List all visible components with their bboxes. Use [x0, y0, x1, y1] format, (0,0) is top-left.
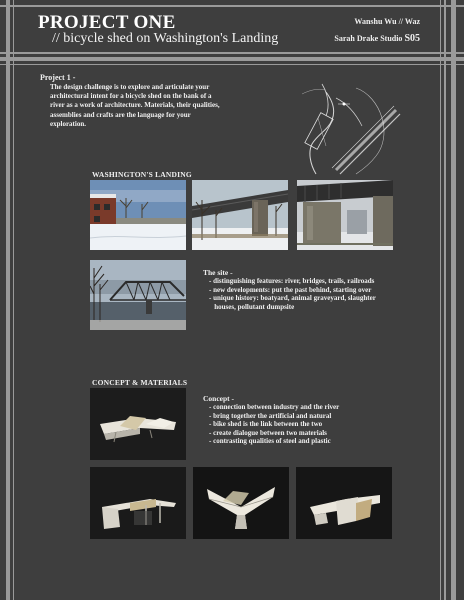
model-photo-low: [296, 467, 392, 539]
model-photo-overview: [90, 388, 186, 460]
site-photo-bridge-underside: [192, 180, 288, 250]
concept-bullet: - bike shed is the link between the two: [209, 420, 323, 429]
site-photo-building: [90, 180, 186, 250]
frame-line-left-1: [6, 0, 10, 600]
frame-line-top-4: [0, 64, 464, 65]
site-bullet: - new developments: put the past behind, starting over: [209, 285, 372, 294]
concept-materials-heading: CONCEPT & MATERIALS: [92, 378, 188, 387]
studio-label: Sarah Drake Studio: [334, 34, 403, 43]
site-photo-bridge-pier: [297, 180, 393, 250]
washington-landing-heading: WASHINGTON'S LANDING: [92, 170, 192, 179]
concept-bullet: - bring together the artificial and natural: [209, 411, 332, 420]
concept-bullet-list: [209, 403, 339, 446]
concept-bullet: - connection between industry and the river: [209, 403, 340, 411]
site-bullet: houses, pollutant dumpsite: [209, 302, 295, 311]
frame-line-left-2: [13, 0, 14, 600]
site-bullet: - distinguishing features: river, bridges, trails, railroads: [209, 277, 375, 285]
model-photo-side: [90, 467, 186, 539]
page-title: PROJECT ONE: [38, 12, 176, 33]
studio-code: S05: [404, 33, 420, 44]
project-description: The design challenge is to explore and articulate your architectural intent for a bicycle shed on the bank of a river as a work of architecture. Materials, their qualities, assemblies and crafts are the language for your exploration.: [50, 83, 220, 128]
frame-line-right-3: [451, 0, 456, 600]
frame-line-right-1: [440, 0, 441, 600]
frame-line-top-3: [0, 57, 464, 61]
site-photo-truss-bridge: [90, 260, 186, 330]
model-photo-folded: [193, 467, 289, 539]
studio-name: [334, 33, 420, 44]
concept-title: Concept -: [203, 394, 235, 403]
concept-bullet: - create dialogue between two materials: [209, 428, 327, 437]
site-bullet: - unique history: boatyard, animal graveyard, slaughter: [209, 294, 376, 303]
page-subtitle: // bicycle shed on Washington's Landing: [52, 31, 279, 46]
author-name: Wanshu Wu // Waz: [354, 17, 420, 26]
concept-bullet: - contrasting qualities of steel and plastic: [209, 437, 331, 446]
frame-line-top-2: [0, 52, 464, 54]
site-bullet-list: [209, 277, 376, 311]
site-map-drawing: [296, 74, 402, 180]
project-label: Project 1 -: [40, 73, 76, 82]
frame-line-right-2: [444, 0, 446, 600]
site-title: The site -: [203, 268, 233, 277]
frame-line-top-1: [0, 5, 464, 7]
